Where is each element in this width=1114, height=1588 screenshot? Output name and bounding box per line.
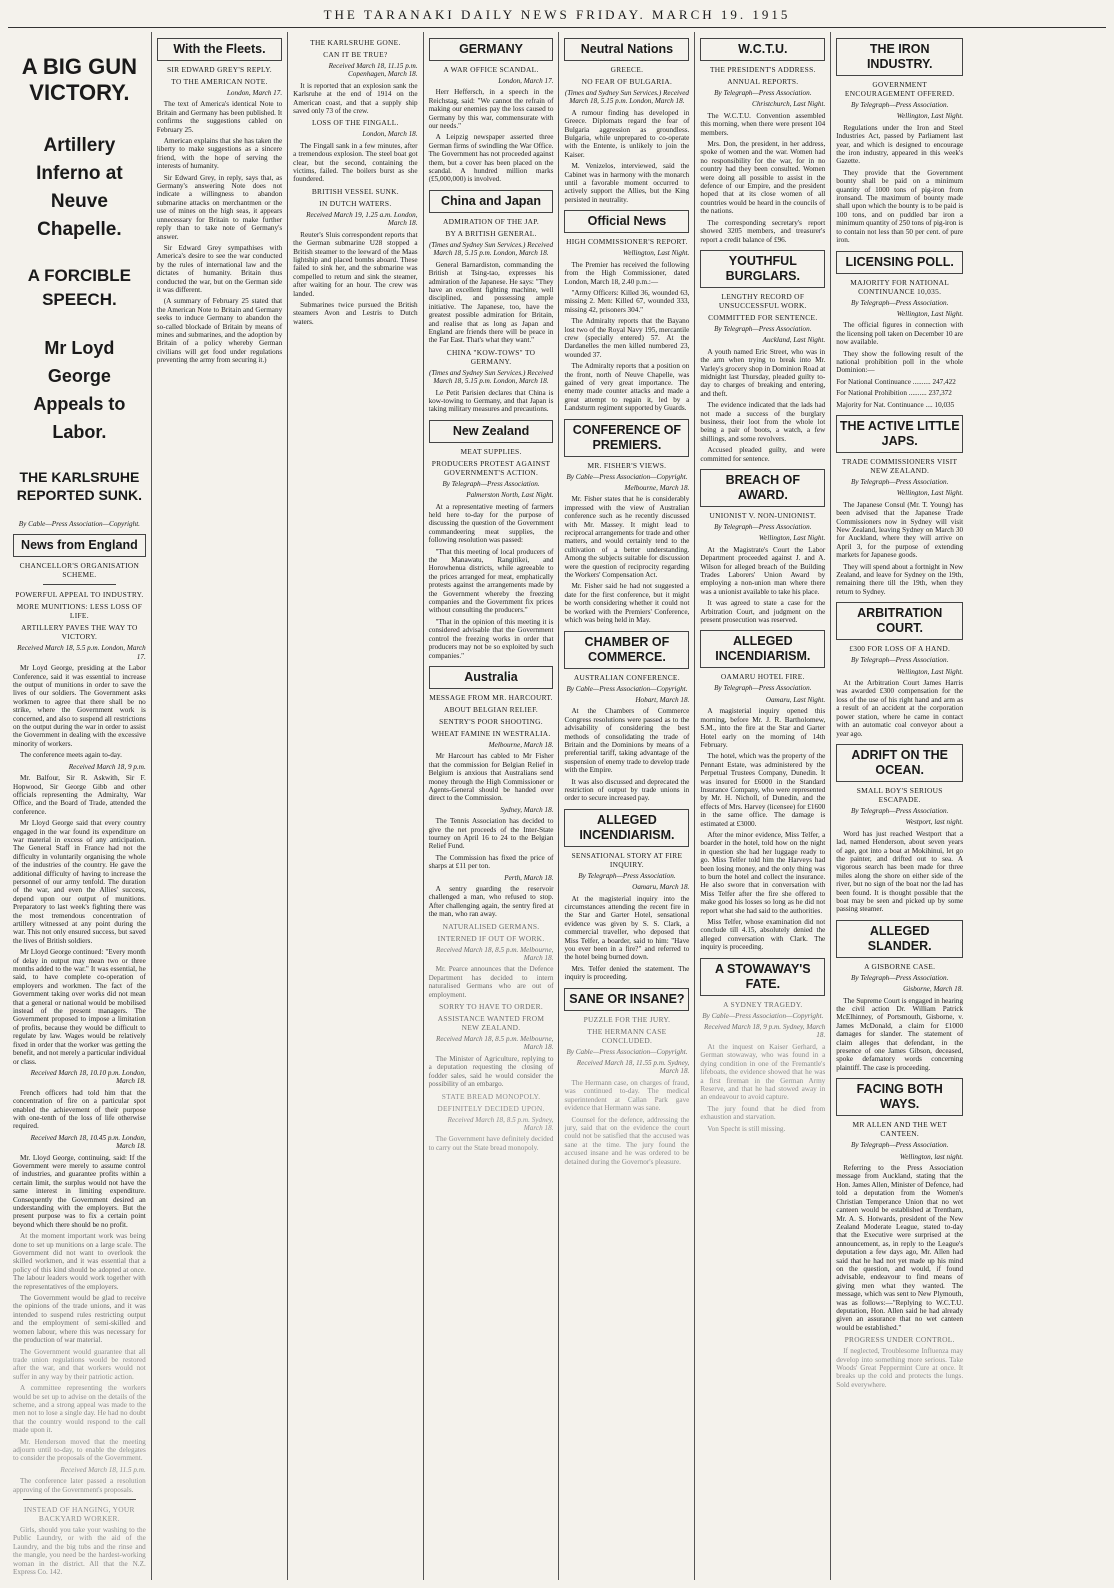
subhead: PUZZLE FOR THE JURY. xyxy=(583,1014,671,1024)
dateline: Wellington, Last Night. xyxy=(896,112,964,121)
dateline: London, March 17. xyxy=(498,77,554,85)
paragraph: Mr. Balfour, Sir R. Askwith, Sir F. Hopwood, Sir George Gibb and other officials representing the Admiralty, War Office, and the Board of Trade, attended the conference. xyxy=(13,774,146,816)
paragraph: They provide that the Government bounty shall be paid on a minimum quantity of 1000 tons of pig-iron from ironsand. The maximum of bounty made shall upon which the bounty is to be paid is 100 tons, and on puddled bar iron a minimum quantity of 250 tons of pig-iron is to contain not less than 50 per cent. of pure iron. xyxy=(836,168,964,245)
section-licensing-poll: LICENSING POLL. xyxy=(836,251,963,274)
dateline: Received March 18, 10.10 p.m. London, March 18. xyxy=(30,1068,146,1086)
poll-result-row: For National Continuance .......... 247,422 xyxy=(836,377,956,386)
advert-text: If neglected, Troublesome Influenza may develop into something more serious. Take Woods' Great Peppermint Cure at once. It breaks up the cold and protects the lungs. Sold everywhere. xyxy=(836,1347,964,1389)
paragraph: The Government have definitely decided to carry out the State bread monopoly. xyxy=(428,1135,554,1152)
subhead: WHEAT FAMINE IN WESTRALIA. xyxy=(431,728,551,738)
credit-line: By Telegraph—Press Association. xyxy=(851,656,949,665)
column-1 xyxy=(8,32,151,1580)
section-neutral-nations: Neutral Nations xyxy=(564,38,689,61)
service-line: (Times and Sydney Sun Services.) Received March 18, 5.15 p.m. London, March 18. xyxy=(564,89,689,106)
section-australia: Australia xyxy=(429,666,554,689)
headline-artillery: Artillery Inferno at Neuve Chapelle. xyxy=(36,135,123,240)
dateline: Received March 18, 8.5 p.m. Melbourne, March 18. xyxy=(435,945,554,963)
paragraph: It was agreed to state a case for the Arbitration Court, and judgment on the present prosecution was reserved. xyxy=(700,599,826,625)
credit-line: By Telegraph—Press Association. xyxy=(851,1141,949,1150)
paragraph: Mr. Lloyd George, continuing, said: If the Government were merely to assume control of industries, and guarantee profits within a certain limit, the surplus would not have the same interest in limiting expenditure. Consequently the Government desired an understanding with the employers. But the present purpose was to fix a certain point beyond which there should be no profit. xyxy=(13,1153,146,1229)
subhead: NATURALISED GERMANS. xyxy=(442,921,540,931)
column-5 xyxy=(558,32,694,1580)
subhead: MEAT SUPPLIES. xyxy=(460,446,522,456)
subhead: CHINA "KOW-TOWS" TO GERMANY. xyxy=(446,347,536,366)
credit-line: By Cable—Press Association—Copyright. xyxy=(566,1047,688,1056)
dateline: Received March 18, 5.5 p.m. London, March 17. xyxy=(17,644,146,661)
paragraph: The Supreme Court is engaged in hearing the civil action Dr. William Patrick McElhinney, of Portsmouth, Gisborne, v. James McDonald, a claim for £1000 damages for slander. The statement of claim alleges that defendant, in the presence of one James Gibson, deceased, spoke defamatory words concerning plaintiff. The case is proceeding. xyxy=(836,996,964,1072)
subhead: COMMITTED FOR SENTENCE. xyxy=(708,312,818,322)
subhead: LOSS OF THE FINGALL. xyxy=(311,118,399,128)
subhead: OAMARU HOTEL FIRE. xyxy=(720,672,805,682)
section-with-the-fleets: With the Fleets. xyxy=(157,38,282,61)
dateline: Received March 18, 9 p.m. Sydney, March 18. xyxy=(704,1023,826,1040)
paragraph: Mr Loyd George, presiding at the Labor Conference, said it was essential to increase the output of munitions in order to save the lives of our soldiers. The Government asks workmen to agree that there shall be no strike, where the Government work is concerned, and also to suspend all restrictions on the output during the war in order to assist the Government in dealing with the excessive minority of workers. xyxy=(13,664,146,748)
paragraph: At the Magistrate's Court the Labor Department proceeded against J. and A. Wilson for alleged breach of the Building Trades Laborers' Union Award by employing a non-union man where there was a unionist available to take his place. xyxy=(700,545,826,596)
dateline: Received March 19, 1.25 a.m. London, March 18. xyxy=(306,210,418,228)
paragraph: Submarines twice pursued the British steamers Avon and Lestris to Dutch waters. xyxy=(293,300,418,326)
paragraph: The text of America's identical Note to Britain and Germany has been published. It confirms the suggestions cabled on February 25. xyxy=(156,100,283,134)
section-conference-of-premiers: CONFERENCE OF PREMIERS. xyxy=(564,419,689,457)
subhead: SENSATIONAL STORY AT FIRE INQUIRY. xyxy=(571,850,683,869)
paragraph: Word has just reached Westport that a lad, named Henderson, about seven years of age, got into a boat at Mokihinui, let go the painter, and drifted out to sea. A vigorous search has been made for three miles along the shore on either side of the river, but no sign of the boat nor the lad has been found. It is thought possible that the boat may be seen and picked up by some passing steamer. xyxy=(836,829,964,914)
paragraph: The Premier has received the following from the High Commissioner, dated London, March 18, 2.40 p.m.:— xyxy=(564,260,690,286)
subhead: IN DUTCH WATERS. xyxy=(319,198,392,208)
paragraph: The conference meets again to-day. xyxy=(20,751,122,760)
dateline: Gisborne, March 18. xyxy=(903,985,964,994)
credit-line: By Telegraph—Press Association. xyxy=(442,479,540,488)
paragraph: Mr Lloyd George said that every country engaged in the war found its expenditure on war material in excess of any anticipation. The General Staff in France had not the difficulty in voluntarily organising the whole of the industries of the country. He gave the additional difficulty of having to increase the personnel of our army tenfold. The duration of the war, and even the Allies' success, depend upon our output of munitions. Preparatory to last week's fighting there was the most tremendous concentration of artillery witnessed at any point during the war. This not only ensured success, but saved the lives of British soldiers. xyxy=(13,819,146,945)
column-2 xyxy=(152,32,287,1580)
subhead: £300 FOR LOSS OF A HAND. xyxy=(849,644,951,654)
paragraph: (A summary of February 25 stated that the American Note to Britain and Germany seeks to induce Germany to abandon the so-called blockade of Britain by means of mines and submarines, and the adoption by Britain of a policy whereby German civilians will get food under regulations preventing the army from securing it.) xyxy=(156,297,283,365)
paragraph: "That this meeting of local producers of the Manawatu, Rangitikei, and Horowhenua districts, while agreeable to the prices arranged for meat, emphatically protests against the arrangements made by the Government whereby the freezing companies and the Government fix prices without consulting the producers." xyxy=(428,547,554,615)
subhead: ANNUAL REPORTS. xyxy=(727,77,799,86)
paragraph: Mr Lloyd George continued: "Every month of delay in output may mean two or three months added to the war." It was essential, he said, to have complete co-operation of employers and workmen. The fact of the Government taking over works did not mean that a general or national would be mobilised instead of the present managers. The Government proposed to impose a limitation of profits, because they would be difficult to regulate by law. Wages would be relatively fixed in order that the worker was getting the benefit, and not merely a particular individual or class. xyxy=(13,948,146,1066)
paragraph: The Government would guarantee that all trade union regulations would be restored after the war, and that workers would not suffer in any way by their patriotic action. xyxy=(13,1347,146,1381)
paragraph: The Hermann case, on charges of fraud, was continued to-day. The medical superintendent at Callan Park gave evidence that Hermann was sane. xyxy=(564,1078,690,1113)
dateline: Hobart, March 18. xyxy=(635,695,690,704)
subhead: ARTILLERY PAVES THE WAY TO VICTORY. xyxy=(21,623,138,642)
section-alleged-incendiarism: ALLEGED INCENDIARISM. xyxy=(564,809,689,847)
dateline: London, March 17. xyxy=(226,89,283,97)
section-alleged-incendiarism-2: ALLEGED INCENDIARISM. xyxy=(700,630,825,668)
section-sane-or-insane: SANE OR INSANE? xyxy=(564,988,689,1011)
paragraph: Mr. Pearce announces that the Defence Department has decided to intern naturalised Germans who are out of employment. xyxy=(428,965,554,999)
divider xyxy=(23,1499,136,1500)
dateline: Oamaru, March 18. xyxy=(632,883,690,892)
paragraph: Herr Heffersch, in a speech in the Reichstag, said: "We cannot the refrain of making our enemies pay the loss caused to Germany by this war, commensurate with our needs." xyxy=(428,88,554,131)
headline-big-gun: A BIG GUN VICTORY. xyxy=(21,54,138,105)
dateline: Melbourne, March 18. xyxy=(624,484,690,492)
paragraph: Mr Harcourt has cabled to Mr Fisher that the commission for Belgian Relief in Belgium is anxious that Australians send money through the High Commissioner or Agents-General should be handed over direct to the Commission. xyxy=(428,752,554,803)
section-wctu: W.C.T.U. xyxy=(700,38,825,61)
subhead: ADMIRATION OF THE JAP. xyxy=(443,216,540,226)
subhead: ASSISTANCE WANTED FROM NEW ZEALAND. xyxy=(437,1014,545,1033)
credit-line: By Cable—Press Association—Copyright. xyxy=(702,1011,824,1020)
paragraph: Counsel for the defence, addressing the jury, said that on the evidence the court could not be satisfied that the accused was sane at the time. The jury found the accused insane and he was ordered to be detained during the Governor's pleasure. xyxy=(564,1115,690,1166)
paragraph: The Commission has fixed the price of sharps at £11 per ton. xyxy=(428,853,554,871)
section-iron-industry: THE IRON INDUSTRY. xyxy=(836,38,963,76)
section-official-news: Official News xyxy=(564,210,689,233)
paragraph: A sentry guarding the reservoir challenged a man, who refused to stop. After challenging again, the sentry fired at the man, who ran away. xyxy=(428,885,554,919)
section-breach-of-award: BREACH OF AWARD. xyxy=(700,469,825,507)
subhead: SMALL BOY'S SERIOUS ESCAPADE. xyxy=(856,785,943,804)
paragraph: The Fingall sank in a few minutes, after a tremendous explosion. The steel boat got clear, but the second, containing the victims, failed. The boilers burst as she foundered. xyxy=(293,141,418,184)
subhead: GOVERNMENT ENCOURAGEMENT OFFERED. xyxy=(844,80,955,98)
subhead: THE KARLSRUHE GONE. xyxy=(310,38,401,47)
paragraph: Mr. Fisher said he had not suggested a date for the first conference, but it might be worth considering whether it could not be worked with the Premiers' Conference, which was being held in May. xyxy=(564,582,690,625)
subhead: CHANCELLOR'S ORGANISATION SCHEME. xyxy=(19,561,140,580)
paragraph: French officers had told him that the concentration of fire on a particular spot enabled the achievement of their purpose with one-tenth of the loss of life otherwise required. xyxy=(13,1088,146,1131)
dateline: Sydney, March 18. xyxy=(500,805,554,814)
subhead: THE PRESIDENT'S ADDRESS. xyxy=(709,65,816,74)
subhead: AUSTRALIAN CONFERENCE. xyxy=(573,672,680,682)
dateline: Wellington, Last Night. xyxy=(758,534,826,543)
dateline: Wellington, last night. xyxy=(899,1152,964,1161)
dateline: Perth, March 18. xyxy=(504,873,554,882)
paragraph: Mrs. Telfer denied the statement. The inquiry is proceeding. xyxy=(564,964,690,982)
column-4 xyxy=(423,32,559,1580)
column-2-3 xyxy=(151,32,423,1580)
subhead: A GISBORNE CASE. xyxy=(864,961,936,971)
paragraph: A youth named Eric Street, who was in the arm when trying to break into Mr. Varley's grocery shop in Dominion Road at midnight last Thursday, pleaded guilty to-day to charges of breaking and entering, and theft. xyxy=(700,347,826,398)
paragraph: The hotel, which was the property of the Pennant Estate, was administered by the Perpetual Trustees Company, Dunedin. It was insured for £6000 in the Standard Insurance Company, who were represented by Mr. H. Nicholl, of Dunedin, and the effects of Mrs. Harvey (licensee) for £1600 in the same office. The damage is estimated at £3000. xyxy=(700,752,826,828)
subhead: TO THE AMERICAN NOTE. xyxy=(171,77,268,86)
subhead: UNIONIST V. NON-UNIONIST. xyxy=(709,511,817,520)
credit-line: By Telegraph—Press Association. xyxy=(851,477,949,486)
paragraph: The W.C.T.U. Convention assembled this morning, when there were present 104 members. xyxy=(700,111,826,137)
dateline: Received March 18, 11.5 p.m. xyxy=(60,1465,146,1474)
credit-line: By Telegraph—Press Association. xyxy=(714,324,812,333)
dateline: Received March 18, 11.55 p.m. Sydney, March 18. xyxy=(576,1059,690,1076)
paragraph: The Japanese Consul (Mr. T. Young) has been advised that the Japanese Trade Commissioners now in Sydney will visit New Zealand, leaving Sydney on March 30 for Auckland, where they will arrive on April 3, for the purpose of extending markets for Japanese goods. xyxy=(836,500,964,560)
paragraph: Von Specht is still missing. xyxy=(707,1124,786,1133)
subhead: LENGTHY RECORD OF UNSUCCESSFUL WORK. xyxy=(718,291,807,310)
subhead: SORRY TO HAVE TO ORDER. xyxy=(439,1002,543,1012)
subhead: POWERFUL APPEAL TO INDUSTRY. xyxy=(15,590,144,600)
credit-line: By Telegraph—Press Association. xyxy=(851,298,949,307)
paragraph: The Minister of Agriculture, replying to a deputation requesting the closing of fodder sales, said he would consider the possibility of an embargo. xyxy=(428,1054,554,1089)
section-a-stowaways-fate: A STOWAWAY'S FATE. xyxy=(700,958,825,996)
subhead: STATE BREAD MONOPOLY. xyxy=(441,1091,541,1101)
service-line: (Times and Sydney Sun Services.) Received March 18, 5.15 p.m. London, March 18. xyxy=(428,240,554,258)
credit-line: By Telegraph—Press Association. xyxy=(714,684,812,693)
section-arbitration-court: ARBITRATION COURT. xyxy=(836,602,963,640)
paragraph: Le Petit Parisien declares that China is kow-towing to Germany, and that Japan is taking military measures and precautions. xyxy=(428,388,554,414)
paragraph: Mrs. Don, the president, in her address, spoke of women and the war. Women had no responsibility for the war, for in no country had they been consulted. Women were doing all possible to assist in the defence of our Empire, and the president hoped that at its close women of all countries would be heard in the councils of the nations. xyxy=(700,140,826,216)
paragraph: The corresponding secretary's report showed 3205 members, and treasurer's report a credit balance of £96. xyxy=(700,218,826,244)
dateline: Received March 18, 9 p.m. xyxy=(68,762,146,771)
service-line: (Times and Sydney Sun Services.) Received March 18, 5.15 p.m. London, March 18. xyxy=(428,368,554,386)
credit-line: By Cable—Press Association—Copyright. xyxy=(18,520,140,528)
subhead: NO FEAR OF BULGARIA. xyxy=(581,77,673,86)
subhead: TRADE COMMISSIONERS VISIT NEW ZEALAND. xyxy=(842,456,958,475)
paragraph: Regulations under the Iron and Steel Industries Act, passed by Parliament last year, and which is designed to encourage the iron industry, appeared in this week's Gazette. xyxy=(836,123,964,166)
subhead: DEFINITELY DECIDED UPON. xyxy=(437,1103,545,1113)
paragraph: Accused pleaded guilty, and were committed for sentence. xyxy=(700,446,826,463)
credit-line: By Telegraph—Press Association. xyxy=(851,806,949,815)
column-6 xyxy=(694,32,830,1580)
subhead: CAN IT BE TRUE? xyxy=(323,50,388,59)
paragraph: American explains that she has taken the liberty to make suggestions as a sincere friend, with the hope of serving the interests of humanity. xyxy=(156,137,283,171)
subhead: BY A BRITISH GENERAL. xyxy=(445,228,537,238)
headline-lloyd-george: Mr Loyd George Appeals to Labor. xyxy=(33,338,126,442)
paragraph: Reuter's Sluis correspondent reports that the German submarine U28 stopped a British steamer to the leeward of the Maas lightship and placed bombs aboard. These failed to sink her, and the submarine was compelled to return and sink the steamer, after waiting for an hour. The crew was landed. xyxy=(293,230,418,298)
columns xyxy=(8,32,1106,1580)
advert-text: Girls, should you take your washing to the Public Laundry, or with the aid of the Laundry, and the big tubs and the rinse and the mangle, you need be the hardest-working woman in the district. All that the N.Z. Express Co. 142. xyxy=(13,1526,146,1577)
dateline: Palmerston North, Last Night. xyxy=(466,491,554,500)
section-germany: GERMANY xyxy=(429,38,554,61)
section-adrift-on-the-ocean: ADRIFT ON THE OCEAN. xyxy=(836,744,963,782)
dateline: Melbourne, March 18. xyxy=(488,740,554,749)
subhead: INTERNED IF OUT OF WORK. xyxy=(437,933,545,943)
subhead: SENTRY'S POOR SHOOTING. xyxy=(439,716,543,726)
paragraph: "Army Officers: Killed 36, wounded 63, missing 2. Men: Killed 67, wounded 333, missing 42, prisoners 304." xyxy=(564,288,690,314)
poll-result-row: For National Prohibition .......... 237,372 xyxy=(836,389,952,398)
divider xyxy=(43,584,116,585)
credit-line: By Telegraph—Press Association. xyxy=(714,523,812,531)
paragraph: M. Venizelos, interviewed, said the Cabinet was in harmony with the monarch until a favorable moment occurred to actively support the Allies, but the King persisted in neutrality. xyxy=(564,162,690,204)
section-active-little-japs: THE ACTIVE LITTLE JAPS. xyxy=(836,415,963,453)
paragraph: Sir Edward Grey sympathises with America's desire to see the war conducted by the rules of international law and the dictates of humanity. Britain thus conducted the war, but on the German side it was different. xyxy=(156,243,283,294)
paragraph: Sir Edward Grey, in reply, says that, as Germany's answering Note does not indicate a willingness to abandon submarine attacks on merchantmen or the use of mines on the high seas, it appears unnecessary for Britain to make further reply than to take note of Germany's answer. xyxy=(156,173,283,241)
subhead: THE HERMANN CASE CONCLUDED. xyxy=(587,1026,667,1045)
paragraph: At the moment important work was being done to set up munitions on a large scale. The Government did not want to overlook the skilled workmen, and it was essential that a policy of this kind should be adopted at once. The labour leaders would work together with the representatives of the employers. xyxy=(13,1232,146,1291)
paragraph: The evidence indicated that the lads had not made a success of the burglary business, their loot from the whole lot being a pair of boots, a watch, a few shillings, and some revolvers. xyxy=(700,401,826,443)
paragraph: They will spend about a fortnight in New Zealand, and leave for Sydney on the 19th, remaining there till the 19th, when they return to Sydney. xyxy=(836,562,964,596)
poll-result-row: Majority for Nat. Continuance .... 10,035 xyxy=(836,400,955,409)
credit-line: By Telegraph—Press Association. xyxy=(851,101,949,109)
paragraph: At the Arbitration Court James Harris was awarded £300 compensation for the loss of the use of his right hand and arm as a result of an accident at the corporation power station, where he came in contact with an automatic coal conveyor about a year ago. xyxy=(836,679,964,738)
paragraph: At the magisterial inquiry into the circumstances attending the recent fire in the Star and Garter Hotel, sensational evidence was given by S. S. Clark, a commercial traveller, who deposed that Miss Telfer, a boarder, said to him: "Have you ever been in a fire?" and referred to the hotel being burned down. xyxy=(564,894,690,962)
paragraph: It is reported that an explosion sank the Karlsruhe at the end of 1914 on the American coast, and that a supply ship saved only 73 of the crew. xyxy=(293,81,418,116)
dateline: Oamaru, Last Night. xyxy=(765,695,826,704)
subhead: BRITISH VESSEL SUNK. xyxy=(311,186,399,196)
credit-line: By Cable—Press Association—Copyright. xyxy=(566,472,688,481)
headline-karlsruhe: THE KARLSRUHE REPORTED SUNK. xyxy=(16,469,142,503)
credit-line: By Telegraph—Press Association. xyxy=(714,89,812,97)
paragraph: Miss Telfer, whose examination did not conclude till 4.15, absolutely denied the alleged conversation with Clark. The inquiry is proceeding. xyxy=(700,918,826,952)
paragraph: The Government would be glad to receive the opinions of the trade unions, and it was intended to suspend rules restricting output and the employment of semi-skilled and women labour, where this was necessary for the production of war material. xyxy=(13,1294,146,1345)
subhead: MR. FISHER'S VIEWS. xyxy=(587,460,667,470)
paragraph: A committee representing the workers would be set up to advise on the details of the scheme, and a strong appeal was made to the men not to lose a single day. He had no doubt that the country would respond to the call made upon it. xyxy=(13,1384,146,1435)
credit-line: By Cable—Press Association—Copyright. xyxy=(566,684,688,693)
section-youthful-burglars: YOUTHFUL BURGLARS. xyxy=(700,250,825,288)
paragraph: Mr. Henderson moved that the meeting adjourn until to-day, to enable the delegates to consider the proposals of the Government. xyxy=(13,1437,146,1463)
dateline: Westport, last night. xyxy=(905,818,964,827)
subhead: MAJORITY FOR NATIONAL CONTINUANCE 10,035. xyxy=(850,277,950,296)
subhead: ABOUT BELGIAN RELIEF. xyxy=(443,704,539,714)
dateline: Received March 18, 8.5 p.m. Melbourne, March 18. xyxy=(435,1035,554,1052)
dateline: Wellington, Last Night. xyxy=(622,249,690,258)
dateline: Christchurch, Last Night. xyxy=(752,100,826,109)
headline-forcible-speech: A FORCIBLE SPEECH. xyxy=(27,266,132,309)
paragraph: They show the following result of the national prohibition poll in the whole Dominion:— xyxy=(836,349,964,375)
masthead: THE TARANAKI DAILY NEWS FRIDAY. MARCH 19. 1915 xyxy=(8,6,1106,28)
credit-line: By Telegraph—Press Association. xyxy=(851,973,949,982)
paragraph: A magisterial inquiry opened this morning, before Mr. J. R. Bartholomew, S.M., into the fire at the Star and Garter Hotel early on the morning of 14th February. xyxy=(700,707,826,749)
subhead: HIGH COMMISSIONER'S REPORT. xyxy=(566,237,688,247)
dateline: Wellington, Last Night. xyxy=(896,667,964,676)
dateline: Wellington, Last Night. xyxy=(896,489,964,498)
paragraph: The jury found that he died from exhaustion and starvation. xyxy=(700,1104,826,1122)
subhead: A WAR OFFICE SCANDAL. xyxy=(443,65,539,74)
subhead: MORE MUNITIONS: LESS LOSS OF LIFE. xyxy=(16,602,143,621)
advert-head: INSTEAD OF HANGING, YOUR BACKYARD WORKER. xyxy=(23,1505,135,1523)
subhead: A SYDNEY TRAGEDY. xyxy=(723,999,803,1009)
paragraph: The Admiralty reports that the Bayano lost two of the Royal Navy 195, mercantile crew (specially entered) 57. At the Dardanelles the men killed numbered 23, wounded 37. xyxy=(564,317,690,359)
section-china-and-japan: China and Japan xyxy=(429,190,554,213)
paragraph: The Tennis Association has decided to give the net proceeds of the Inter-State tourney on April 16 to 24 to the Belgian Relief Fund. xyxy=(428,817,554,851)
dateline: Auckland, Last Night. xyxy=(762,336,826,345)
paragraph: At the inquest on Kaiser Gerhard, a German stowaway, who was found in a dying condition in one of the Fremantle's lifeboats, the evidence showed that he was a first fireman in the German Army Reserve, and that he had stowed away in an endeavour to avoid capture. xyxy=(700,1042,826,1102)
paragraph: It was also discussed and deprecated the restriction of output by trade unions in order to secure increased pay. xyxy=(564,777,690,803)
paragraph: At the Chambers of Commerce Congress resolutions were passed as to the advisability of considering the best methods of consolidating the trade of Britain and the Dominions by means of a preferential tariff, taking advantage of the suspension of enemy trade to develop trade with the Empire. xyxy=(564,707,690,775)
paragraph: General Barnardiston, commanding the British at Tsing-tao, expresses his admiration of the Japanese. He says: "They have an excellent fighting machine, well disciplined, and possessing ample initiative. The Japanese, too, have the greatest possible admiration for Britain, and realise that as long as Japan and England are friends there will be peace in the Far East. That's what they want." xyxy=(428,260,554,345)
paragraph: "That in the opinion of this meeting it is considered advisable that the Government control the freezing works in order that producers may not be so exploited by such companies." xyxy=(428,617,554,660)
subhead: PRODUCERS PROTEST AGAINST GOVERNMENT'S ACTION. xyxy=(431,458,551,477)
section-new-zealand: New Zealand xyxy=(429,420,554,443)
paragraph: The Admiralty reports that a position on the front, north of Neuve Chapelle, was gained of very great importance. The enemy made counter attacks and made a great attempt to regain it, led by a Landsturm regiment supported by Guards. xyxy=(564,362,690,413)
subhead: SIR EDWARD GREY'S REPLY. xyxy=(166,65,272,74)
subhead: GREECE. xyxy=(610,65,644,74)
advert-head: PROGRESS UNDER CONTROL. xyxy=(844,1335,955,1345)
section-alleged-slander: ALLEGED SLANDER. xyxy=(836,920,963,958)
section-news-from-england: News from England xyxy=(13,534,146,557)
paragraph: Referring to the Press Association message from Auckland, stating that the Hon. James Allen, Minister of Defence, had told a deputation from the Women's Christian Temperance Union that no wet canteen would be established at Trentham, Mr. A. S. Hotwards, president of the New Zealand Moderate League, stated to-day that the Executive were surprised at the announcement, as, in reply to the League's deputation a few days ago, Mr. Allen had said that he had not yet made up his mind on the question, and would, if found advisable, endeavour to find means of giving men what they wanted. The message, which was sent to New Plymouth, was as follows:—"Replying to W.C.T.U. deputation, Hon. Allen said he had already given an assurance that no wet canteen would be established." xyxy=(836,1164,964,1332)
dateline: London, March 18. xyxy=(362,130,418,139)
section-facing-both-ways: FACING BOTH WAYS. xyxy=(836,1078,963,1116)
dateline: Received March 18, 11.15 p.m. Copenhagen, March 18. xyxy=(328,62,418,79)
paragraph: After the minor evidence, Miss Telfer, a boarder in the hotel, told how on the night in question she had her luggage ready to go. Miss Telfer told him the Harveys had been losing money, and the only thing was to burn the hotel and collect the insurance. He also swore that in conversation with Miss Telfer after the fire she offered to make good his losses so long as he did not report what she had said to the authorities. xyxy=(700,830,826,915)
subhead: MESSAGE FROM MR. HARCOURT. xyxy=(429,692,553,702)
column-3 xyxy=(287,32,422,1580)
dateline: Wellington, Last Night. xyxy=(896,309,964,318)
column-7 xyxy=(830,32,968,1580)
paragraph: The official figures in connection with the licensing poll taken on December 10 are now available. xyxy=(836,321,964,347)
paragraph: At a representative meeting of farmers held here to-day for the purpose of discussing the question of the Government commandeering meat supplies, the following resolution was passed: xyxy=(428,502,554,545)
subhead: MR ALLEN AND THE WET CANTEEN. xyxy=(852,1120,947,1139)
paragraph: A rumour finding has developed in Greece. Diplomats regard the fear of Bulgaria aggression as groundless. Bulgaria, while unprepared to co-operate with the Entente, is unlikely to join the Kaiser. xyxy=(564,108,690,159)
paragraph: Mr. Fisher states that he is considerably impressed with the view of Australian conference such as he recently discussed with Mr. Massey. It might lead to reciprocal arrangements for trade and other matters, and would certainly tend to the cultivation of a better understanding. Among the subjects suitable for discussion were the question of reciprocity regarding the Workers' Compensation Act. xyxy=(564,495,690,580)
section-chamber-of-commerce: CHAMBER OF COMMERCE. xyxy=(564,631,689,669)
dateline: Received March 18, 10.45 p.m. London, March 18. xyxy=(30,1133,146,1151)
paragraph: The conference later passed a resolution approving of the Government's proposals. xyxy=(13,1477,146,1494)
column-2-3-grid xyxy=(152,32,423,1580)
credit-line: By Telegraph—Press Association. xyxy=(578,871,676,880)
paragraph: A Leipzig newspaper asserted three German firms of swindling the War Office. The Government has not proceeded against them, but a cover has been placed on the scandal. A hundred million marks (£5,000,000) is involved. xyxy=(428,133,554,184)
dateline: Received March 18, 8.5 p.m. Sydney, March 18. xyxy=(447,1115,554,1132)
